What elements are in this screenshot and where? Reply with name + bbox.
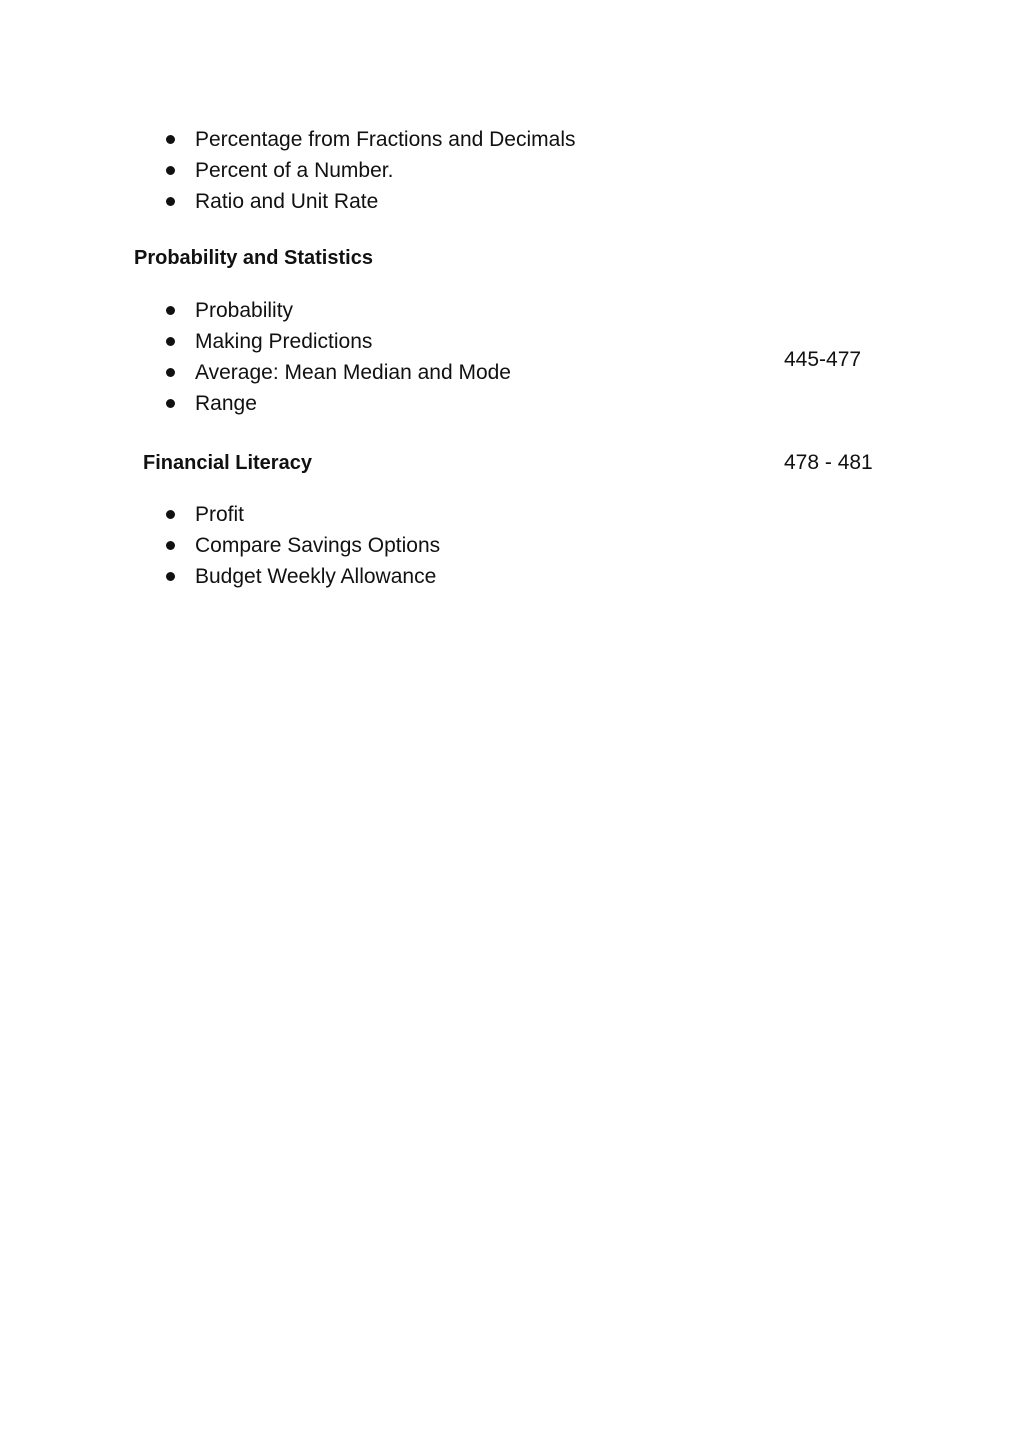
list-item-label: Probability (195, 299, 294, 322)
list-item-label: Average: Mean Median and Mode (195, 361, 511, 384)
bullet-icon (166, 368, 175, 377)
probability-heading: Probability and Statistics (134, 247, 373, 269)
bullet-icon (166, 572, 175, 581)
list-item-label: Percent of a Number. (195, 159, 394, 182)
financial-literacy-page-range: 478 - 481 (784, 451, 873, 474)
list-item-label: Profit (195, 503, 245, 526)
bullet-icon (166, 166, 175, 175)
bullet-icon (166, 197, 175, 206)
list-item-label: Compare Savings Options (195, 534, 441, 557)
bullet-icon (166, 541, 175, 550)
bullet-icon (166, 306, 175, 315)
list-item-label: Range (195, 392, 257, 415)
financial-literacy-heading: Financial Literacy (143, 452, 312, 474)
bullet-icon (166, 510, 175, 519)
list-item-label: Percentage from Fractions and Decimals (195, 128, 576, 151)
bullet-icon (166, 337, 175, 346)
bullet-icon (166, 135, 175, 144)
list-item-label: Ratio and Unit Rate (195, 190, 379, 213)
probability-page-range: 445-477 (784, 348, 862, 371)
bullet-icon (166, 399, 175, 408)
list-item-label: Budget Weekly Allowance (195, 565, 437, 588)
list-item-label: Making Predictions (195, 330, 373, 353)
